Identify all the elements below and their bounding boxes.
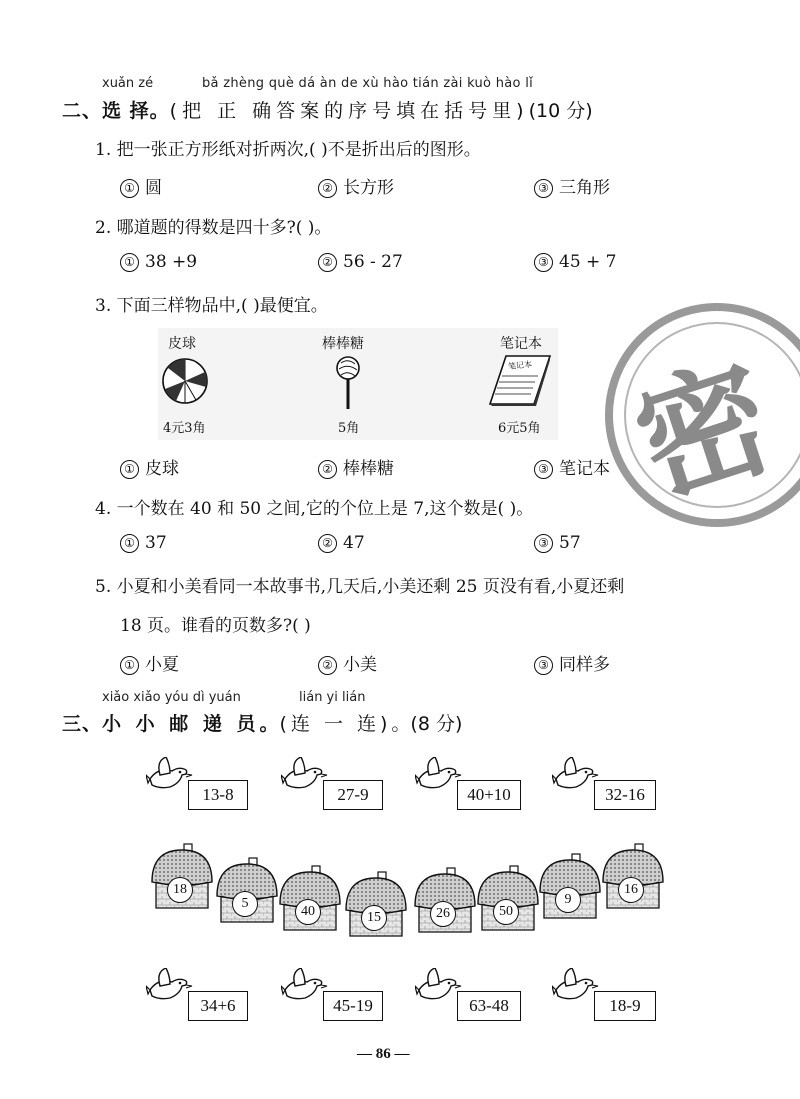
item-ball-name: 皮球	[168, 336, 196, 352]
option-text: 56 - 27	[343, 252, 403, 272]
option-text: 长方形	[343, 178, 394, 198]
house-5[interactable]	[413, 866, 477, 936]
section-2-dot: 。	[149, 100, 170, 122]
bottom-equation-3[interactable]: 63-48	[457, 991, 521, 1021]
option-mark: ②	[318, 179, 337, 198]
lollipop-icon	[328, 354, 368, 410]
bird-icon	[281, 968, 329, 1002]
option-text: 笔记本	[559, 459, 610, 479]
q4-option-c[interactable]	[534, 533, 581, 553]
q4-option-a[interactable]	[120, 533, 167, 553]
q5-option-b[interactable]	[318, 650, 377, 675]
section-3-dot: 。	[259, 713, 280, 735]
section-2-heading	[62, 96, 593, 123]
house-6[interactable]	[476, 864, 540, 934]
pinyin-section-3-title: xiǎo xiǎo yóu dì yuán	[102, 690, 241, 705]
bird-icon	[146, 757, 194, 791]
q2-option-a[interactable]	[120, 252, 197, 272]
q3-option-b[interactable]	[318, 454, 394, 479]
option-mark: ①	[120, 179, 139, 198]
top-equation-2[interactable]: 27-9	[323, 780, 383, 810]
stamp-character: 密	[618, 339, 790, 524]
section-3-prefix: 三、	[62, 713, 103, 735]
house-3[interactable]	[278, 864, 342, 934]
bird-icon	[552, 968, 600, 1002]
notebook-cover-label: 笔记本	[507, 359, 533, 372]
house-4[interactable]	[344, 870, 408, 940]
option-mark: ②	[318, 534, 337, 553]
option-mark: ②	[318, 460, 337, 479]
house-7[interactable]	[538, 852, 602, 922]
pinyin-xuanze: xuǎn zé	[102, 76, 154, 91]
question-1-text: 1. 把一张正方形纸对折两次,( )不是折出后的图形。	[95, 140, 481, 160]
option-text: 57	[559, 533, 581, 553]
ball-icon	[160, 356, 210, 406]
section-3-score: (8 分)	[410, 713, 463, 735]
option-mark: ③	[534, 656, 553, 675]
question-2-text: 2. 哪道题的得数是四十多?( )。	[95, 218, 332, 238]
option-text: 37	[145, 533, 167, 553]
option-text: 圆	[145, 178, 162, 198]
bottom-equation-4[interactable]: 18-9	[594, 991, 656, 1021]
house-number: 50	[493, 899, 519, 925]
section-3-instruction: (连 一 连)	[279, 713, 392, 735]
house-number: 40	[295, 899, 321, 925]
option-mark: ③	[534, 253, 553, 272]
option-mark: ①	[120, 460, 139, 479]
question-5-text-line2: 18 页。谁看的页数多?( )	[120, 616, 311, 636]
option-mark: ①	[120, 656, 139, 675]
question-4-text: 4. 一个数在 40 和 50 之间,它的个位上是 7,这个数是( )。	[95, 499, 534, 519]
option-text: 棒棒糖	[343, 459, 394, 479]
option-text: 皮球	[145, 459, 179, 479]
q2-option-c[interactable]	[534, 252, 617, 272]
item-lollipop-price: 5角	[338, 421, 360, 436]
option-mark: ③	[534, 534, 553, 553]
house-1[interactable]	[150, 842, 214, 912]
house-number: 15	[361, 905, 387, 931]
option-text: 38 +9	[145, 252, 198, 272]
house-2[interactable]	[215, 856, 279, 926]
top-equation-1[interactable]: 13-8	[188, 780, 248, 810]
q3-option-c[interactable]	[534, 454, 610, 479]
option-mark: ①	[120, 534, 139, 553]
house-number: 5	[232, 891, 258, 917]
house-number: 16	[618, 877, 644, 903]
q5-option-a[interactable]	[120, 650, 179, 675]
option-mark: ③	[534, 460, 553, 479]
option-text: 小美	[343, 655, 377, 675]
item-ball-price: 4元3角	[163, 421, 206, 436]
bottom-equation-1[interactable]: 34+6	[188, 991, 248, 1021]
bird-icon	[552, 757, 600, 791]
q4-option-b[interactable]	[318, 533, 365, 553]
section-2-title: 选 择	[102, 100, 150, 122]
option-mark: ①	[120, 253, 139, 272]
pinyin-section-3-instruction: lián yi lián	[299, 690, 366, 705]
option-mark: ②	[318, 656, 337, 675]
section-3-heading	[62, 709, 462, 736]
item-lollipop-name: 棒棒糖	[322, 336, 364, 352]
bird-icon	[415, 968, 463, 1002]
confidential-stamp	[602, 300, 800, 530]
option-mark: ③	[534, 179, 553, 198]
option-text: 小夏	[145, 655, 179, 675]
house-number: 26	[430, 901, 456, 927]
option-mark: ②	[318, 253, 337, 272]
bird-icon	[415, 757, 463, 791]
q2-option-b[interactable]	[318, 252, 403, 272]
section-2-instruction: (把 正 确答案的序号填在括号里)	[169, 100, 529, 122]
question-5-text: 5. 小夏和小美看同一本故事书,几天后,小美还剩 25 页没有看,小夏还剩	[95, 577, 625, 597]
option-text: 45 + 7	[559, 252, 617, 272]
q3-option-a[interactable]	[120, 454, 179, 479]
section-2-score: (10 分)	[528, 100, 593, 122]
option-text: 三角形	[559, 178, 610, 198]
bird-icon	[146, 968, 194, 1002]
house-number: 18	[167, 877, 193, 903]
top-equation-3[interactable]: 40+10	[457, 780, 521, 810]
bird-icon	[281, 757, 329, 791]
item-notebook-price: 6元5角	[498, 421, 541, 436]
house-number: 9	[555, 887, 581, 913]
q5-option-c[interactable]	[534, 650, 610, 675]
house-8[interactable]	[601, 842, 665, 912]
page-number: — 86 —	[357, 1046, 410, 1062]
item-notebook-name: 笔记本	[500, 336, 542, 352]
top-equation-4[interactable]: 32-16	[594, 780, 656, 810]
section-3-dot2: 。	[391, 713, 411, 735]
pinyin-instruction: bǎ zhèng què dá àn de xù hào tián zài kuò hào lǐ	[202, 76, 534, 91]
option-text: 同样多	[559, 655, 610, 675]
bottom-equation-2[interactable]: 45-19	[323, 991, 383, 1021]
section-3-title: 小 小 邮 递 员	[102, 713, 260, 735]
section-2-prefix: 二、	[62, 100, 103, 122]
q1-option-c[interactable]	[534, 173, 610, 198]
q1-option-a[interactable]	[120, 173, 162, 198]
option-text: 47	[343, 533, 365, 553]
q1-option-b[interactable]	[318, 173, 394, 198]
question-3-text: 3. 下面三样物品中,( )最便宜。	[95, 296, 328, 316]
